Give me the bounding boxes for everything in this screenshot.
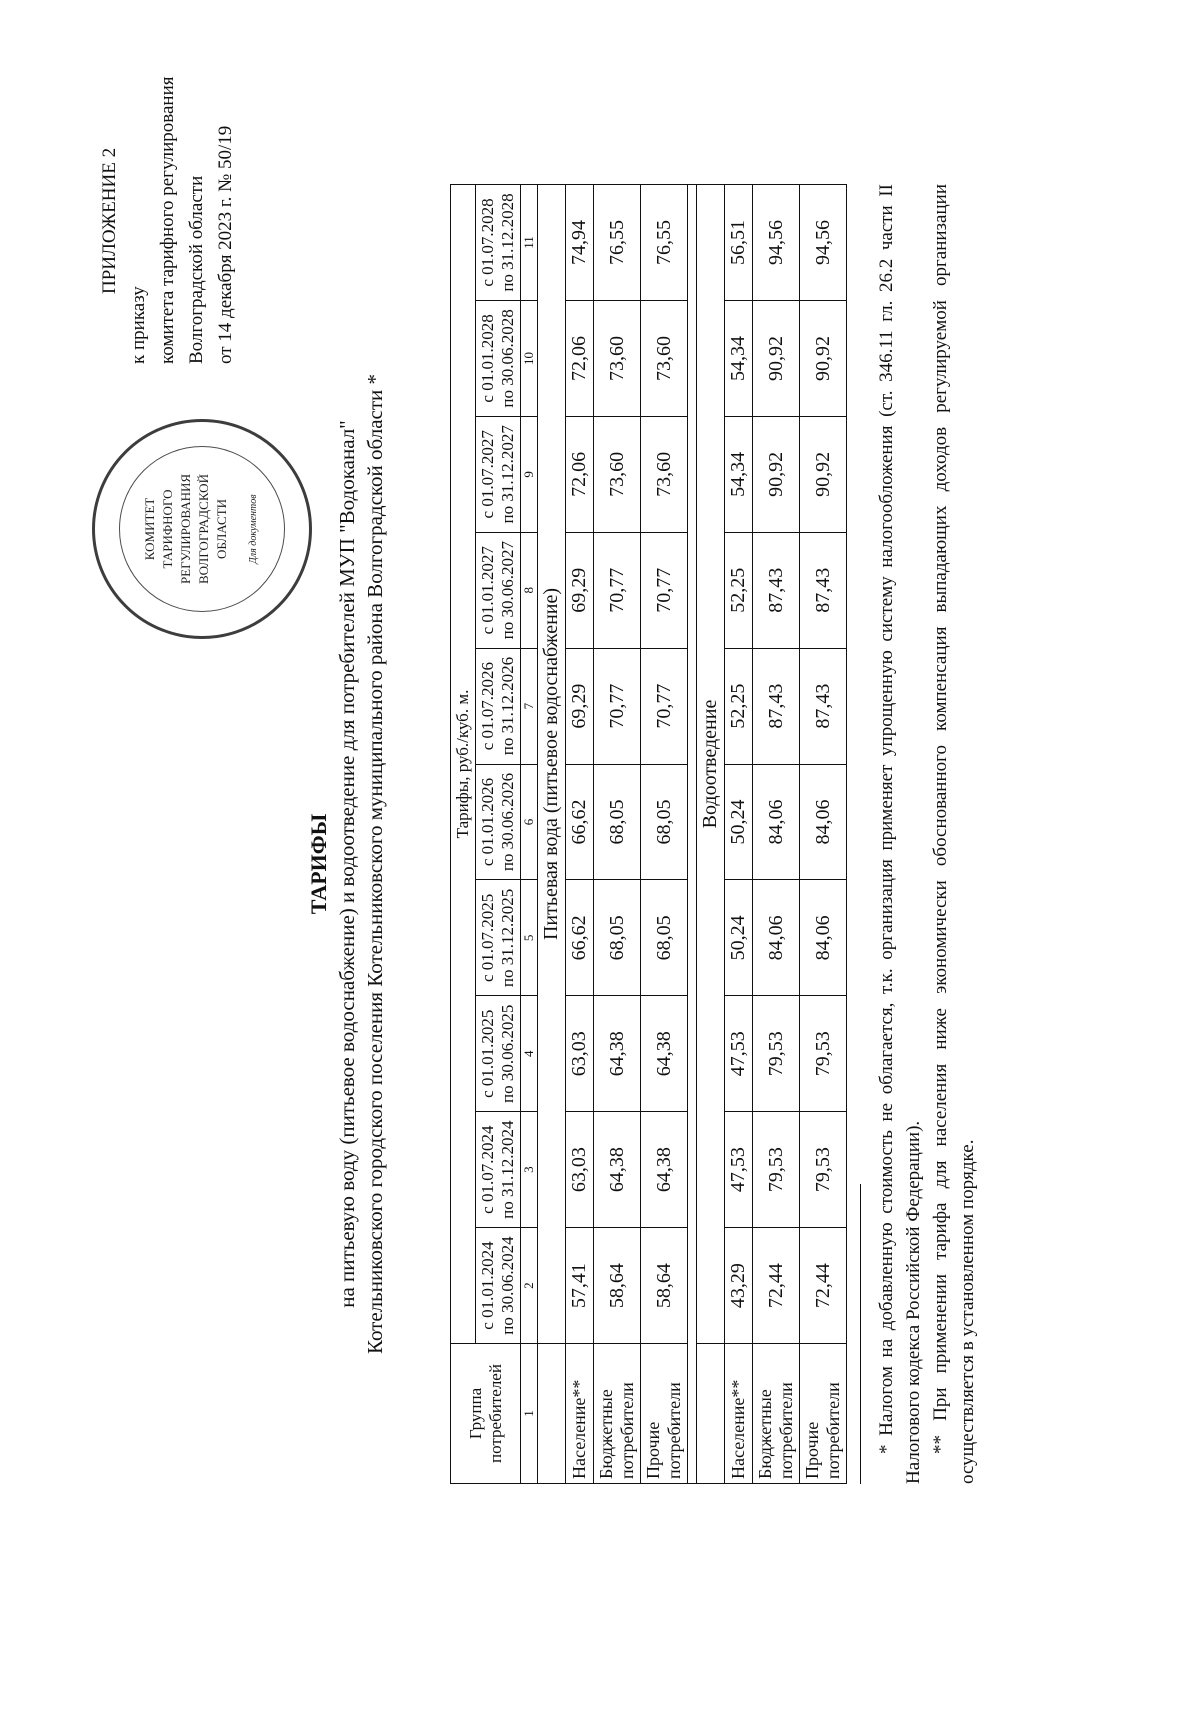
tariff-value: 52,25 bbox=[725, 648, 753, 764]
period-header-row bbox=[476, 185, 521, 1484]
header-line: комитета тарифного регулирования bbox=[157, 76, 178, 364]
tariff-value: 43,29 bbox=[725, 1228, 753, 1344]
period-end: по 31.12.2026 bbox=[498, 656, 517, 756]
column-number: 9 bbox=[521, 416, 538, 532]
tariff-value: 56,51 bbox=[725, 185, 753, 301]
period-header bbox=[476, 1112, 521, 1228]
title-line: на питьевую воду (питьевое водоснабжение) и водоотведение для потребителей МУП "Водоканал" bbox=[335, 420, 359, 1308]
tariff-value: 68,05 bbox=[594, 880, 641, 996]
consumer-group-label: Прочие потребители bbox=[643, 1382, 684, 1479]
table-row bbox=[753, 185, 800, 1484]
column-number: 1 bbox=[521, 1344, 538, 1484]
section-title: Питьевая вода (питьевое водоснабжение) bbox=[538, 185, 566, 1344]
seal-text-line: ТАРИФНОГО bbox=[160, 489, 175, 569]
tariff-value: 69,29 bbox=[566, 532, 594, 648]
footnotes bbox=[860, 184, 981, 1484]
table-row bbox=[725, 185, 753, 1484]
document-title: ТАРИФЫ bbox=[306, 813, 331, 915]
header-row bbox=[451, 185, 476, 1484]
period-end: по 31.12.2027 bbox=[498, 425, 517, 524]
period-end: по 31.12.2028 bbox=[498, 193, 517, 292]
consumer-group-label: Бюджетные потребители bbox=[596, 1382, 637, 1479]
tariff-value: 57,41 bbox=[566, 1228, 594, 1344]
footnote-divider bbox=[860, 1184, 861, 1484]
tariff-value: 69,29 bbox=[566, 648, 594, 764]
tariff-value: 74,94 bbox=[566, 185, 594, 301]
tariff-value: 94,56 bbox=[753, 185, 800, 301]
tariff-value: 84,06 bbox=[800, 764, 847, 880]
tariff-value: 79,53 bbox=[753, 996, 800, 1112]
tariff-value: 84,06 bbox=[753, 880, 800, 996]
tariff-value: 68,05 bbox=[641, 764, 688, 880]
tariff-value: 64,38 bbox=[594, 996, 641, 1112]
column-number: 11 bbox=[521, 185, 538, 301]
period-header bbox=[476, 996, 521, 1112]
seal-text-line: Для документов bbox=[248, 494, 259, 564]
consumer-group-label: Население** bbox=[728, 1379, 748, 1479]
period-start: с 01.01.2025 bbox=[478, 1009, 497, 1098]
column-number: 2 bbox=[521, 1228, 538, 1344]
tariff-value: 73,60 bbox=[594, 416, 641, 532]
period-end: по 31.12.2024 bbox=[498, 1120, 517, 1219]
tariff-value: 47,53 bbox=[725, 996, 753, 1112]
tariff-value: 52,25 bbox=[725, 532, 753, 648]
period-header bbox=[476, 300, 521, 416]
tariff-value: 58,64 bbox=[641, 1228, 688, 1344]
tariff-value: 72,44 bbox=[800, 1228, 847, 1344]
seal-text-line: КОМИТЕТ bbox=[142, 497, 157, 561]
period-end: по 30.06.2027 bbox=[498, 541, 517, 640]
period-start: с 01.07.2025 bbox=[478, 893, 497, 983]
tariff-value: 72,44 bbox=[753, 1228, 800, 1344]
tariff-value: 66,62 bbox=[566, 764, 594, 880]
period-end: по 30.06.2024 bbox=[498, 1236, 517, 1335]
seal-text-line: ОБЛАСТИ bbox=[214, 498, 229, 560]
tariff-value: 54,34 bbox=[725, 416, 753, 532]
tariff-value: 70,77 bbox=[594, 648, 641, 764]
period-start: с 01.07.2024 bbox=[478, 1125, 497, 1214]
tariff-value: 79,53 bbox=[800, 996, 847, 1112]
tariff-value: 68,05 bbox=[594, 764, 641, 880]
tariff-value: 84,06 bbox=[753, 764, 800, 880]
tariff-value: 90,92 bbox=[753, 300, 800, 416]
column-number: 6 bbox=[521, 764, 538, 880]
tariff-value: 79,53 bbox=[800, 1112, 847, 1228]
column-number: 7 bbox=[521, 648, 538, 764]
period-header bbox=[476, 648, 521, 764]
tariff-value: 63,03 bbox=[566, 1112, 594, 1228]
consumer-group bbox=[641, 1344, 688, 1484]
header-line: Волгоградской области bbox=[186, 175, 207, 364]
tariff-value: 54,34 bbox=[725, 300, 753, 416]
period-start: с 01.07.2026 bbox=[478, 661, 497, 751]
consumer-group bbox=[594, 1344, 641, 1484]
tariff-table bbox=[450, 184, 847, 1484]
tariff-value: 76,55 bbox=[594, 185, 641, 301]
period-header bbox=[476, 416, 521, 532]
tariff-value: 76,55 bbox=[641, 185, 688, 301]
group-column-header: Группа потребителей bbox=[451, 1344, 521, 1484]
tariff-value: 94,56 bbox=[800, 185, 847, 301]
consumer-group bbox=[753, 1344, 800, 1484]
period-start: с 01.01.2028 bbox=[478, 314, 497, 403]
period-header bbox=[476, 1228, 521, 1344]
tariff-value: 73,60 bbox=[641, 416, 688, 532]
tariff-value: 70,77 bbox=[641, 532, 688, 648]
consumer-group-label: Прочие потребители bbox=[802, 1382, 843, 1479]
gap-cell bbox=[688, 185, 697, 1484]
column-number-row bbox=[521, 185, 538, 1484]
section-empty-cell bbox=[538, 1344, 566, 1484]
tariff-value: 64,38 bbox=[594, 1112, 641, 1228]
seal-text-line: РЕГУЛИРОВАНИЯ bbox=[178, 473, 193, 585]
column-number: 3 bbox=[521, 1112, 538, 1228]
period-start: с 01.01.2024 bbox=[478, 1241, 497, 1330]
period-end: по 30.06.2025 bbox=[498, 1004, 517, 1103]
tariff-value: 90,92 bbox=[800, 416, 847, 532]
annex-label: ПРИЛОЖЕНИЕ 2 bbox=[99, 147, 120, 294]
consumer-group-label: Бюджетные потребители bbox=[755, 1382, 796, 1479]
table-row bbox=[566, 185, 594, 1484]
footnote-vat: * Налогом на добавленную стоимость не облагается, т.к. организация применяет упрощенную систему налогообложения (ст. 346.11 гл. 26.2 части II Налогового кодекса Российской Федерации). bbox=[876, 184, 924, 1484]
order-date-number: от 14 декабря 2023 г. № 50/19 bbox=[215, 125, 236, 364]
period-end: по 30.06.2026 bbox=[498, 772, 517, 872]
table-row bbox=[594, 185, 641, 1484]
period-header bbox=[476, 880, 521, 996]
consumer-group bbox=[566, 1344, 594, 1484]
consumer-group bbox=[800, 1344, 847, 1484]
column-number: 8 bbox=[521, 532, 538, 648]
section-title: Водоотведение bbox=[697, 185, 725, 1344]
tariff-value: 47,53 bbox=[725, 1112, 753, 1228]
tariff-value: 72,06 bbox=[566, 416, 594, 532]
tariff-value: 70,77 bbox=[594, 532, 641, 648]
consumer-group-label: Население** bbox=[569, 1379, 589, 1479]
column-number: 4 bbox=[521, 996, 538, 1112]
period-start: с 01.01.2027 bbox=[478, 546, 497, 635]
period-header bbox=[476, 185, 521, 301]
tariff-value: 73,60 bbox=[641, 300, 688, 416]
tariffs-column-header: Тарифы, руб./куб. м. bbox=[451, 185, 476, 1344]
tariff-value: 84,06 bbox=[800, 880, 847, 996]
tariff-value: 64,38 bbox=[641, 1112, 688, 1228]
tariff-value: 70,77 bbox=[641, 648, 688, 764]
period-start: с 01.07.2028 bbox=[478, 198, 497, 287]
tariff-value: 87,43 bbox=[800, 532, 847, 648]
tariff-value: 90,92 bbox=[800, 300, 847, 416]
tariff-value: 87,43 bbox=[753, 532, 800, 648]
period-start: с 01.01.2026 bbox=[478, 777, 497, 867]
footnote-population: ** При применении тарифа для населения ниже экономически обоснованного компенсация выпадающих доходов регулируемой организации осуществляется в установленном порядке. bbox=[930, 184, 978, 1484]
tariff-value: 73,60 bbox=[594, 300, 641, 416]
column-number: 5 bbox=[521, 880, 538, 996]
consumer-group bbox=[725, 1344, 753, 1484]
tariff-value: 50,24 bbox=[725, 880, 753, 996]
column-number: 10 bbox=[521, 300, 538, 416]
tariff-value: 50,24 bbox=[725, 764, 753, 880]
tariff-value: 72,06 bbox=[566, 300, 594, 416]
tariff-value: 66,62 bbox=[566, 880, 594, 996]
seal-text-line: ВОЛГОГРАДСКОЙ bbox=[196, 474, 211, 584]
period-end: по 30.06.2028 bbox=[498, 309, 517, 408]
tariff-value: 58,64 bbox=[594, 1228, 641, 1344]
period-header bbox=[476, 764, 521, 880]
period-end: по 31.12.2025 bbox=[498, 888, 517, 988]
tariff-value: 68,05 bbox=[641, 880, 688, 996]
tariff-value: 64,38 bbox=[641, 996, 688, 1112]
tariff-value: 90,92 bbox=[753, 416, 800, 532]
title-line: Котельниковского городского поселения Котельниковского муниципального района Волгоградской области * bbox=[363, 374, 387, 1354]
tariff-value: 87,43 bbox=[753, 648, 800, 764]
document-header bbox=[95, 34, 240, 454]
section-row bbox=[697, 185, 725, 1484]
header-line: к приказу bbox=[128, 286, 149, 364]
tariff-value: 63,03 bbox=[566, 996, 594, 1112]
table-row bbox=[641, 185, 688, 1484]
section-gap bbox=[688, 185, 697, 1484]
section-row bbox=[538, 185, 566, 1484]
tariff-value: 79,53 bbox=[753, 1112, 800, 1228]
period-header bbox=[476, 532, 521, 648]
section-empty-cell bbox=[697, 1344, 725, 1484]
table-row bbox=[800, 185, 847, 1484]
document-title-block bbox=[305, 164, 389, 1564]
tariff-value: 87,43 bbox=[800, 648, 847, 764]
period-start: с 01.07.2027 bbox=[478, 430, 497, 519]
